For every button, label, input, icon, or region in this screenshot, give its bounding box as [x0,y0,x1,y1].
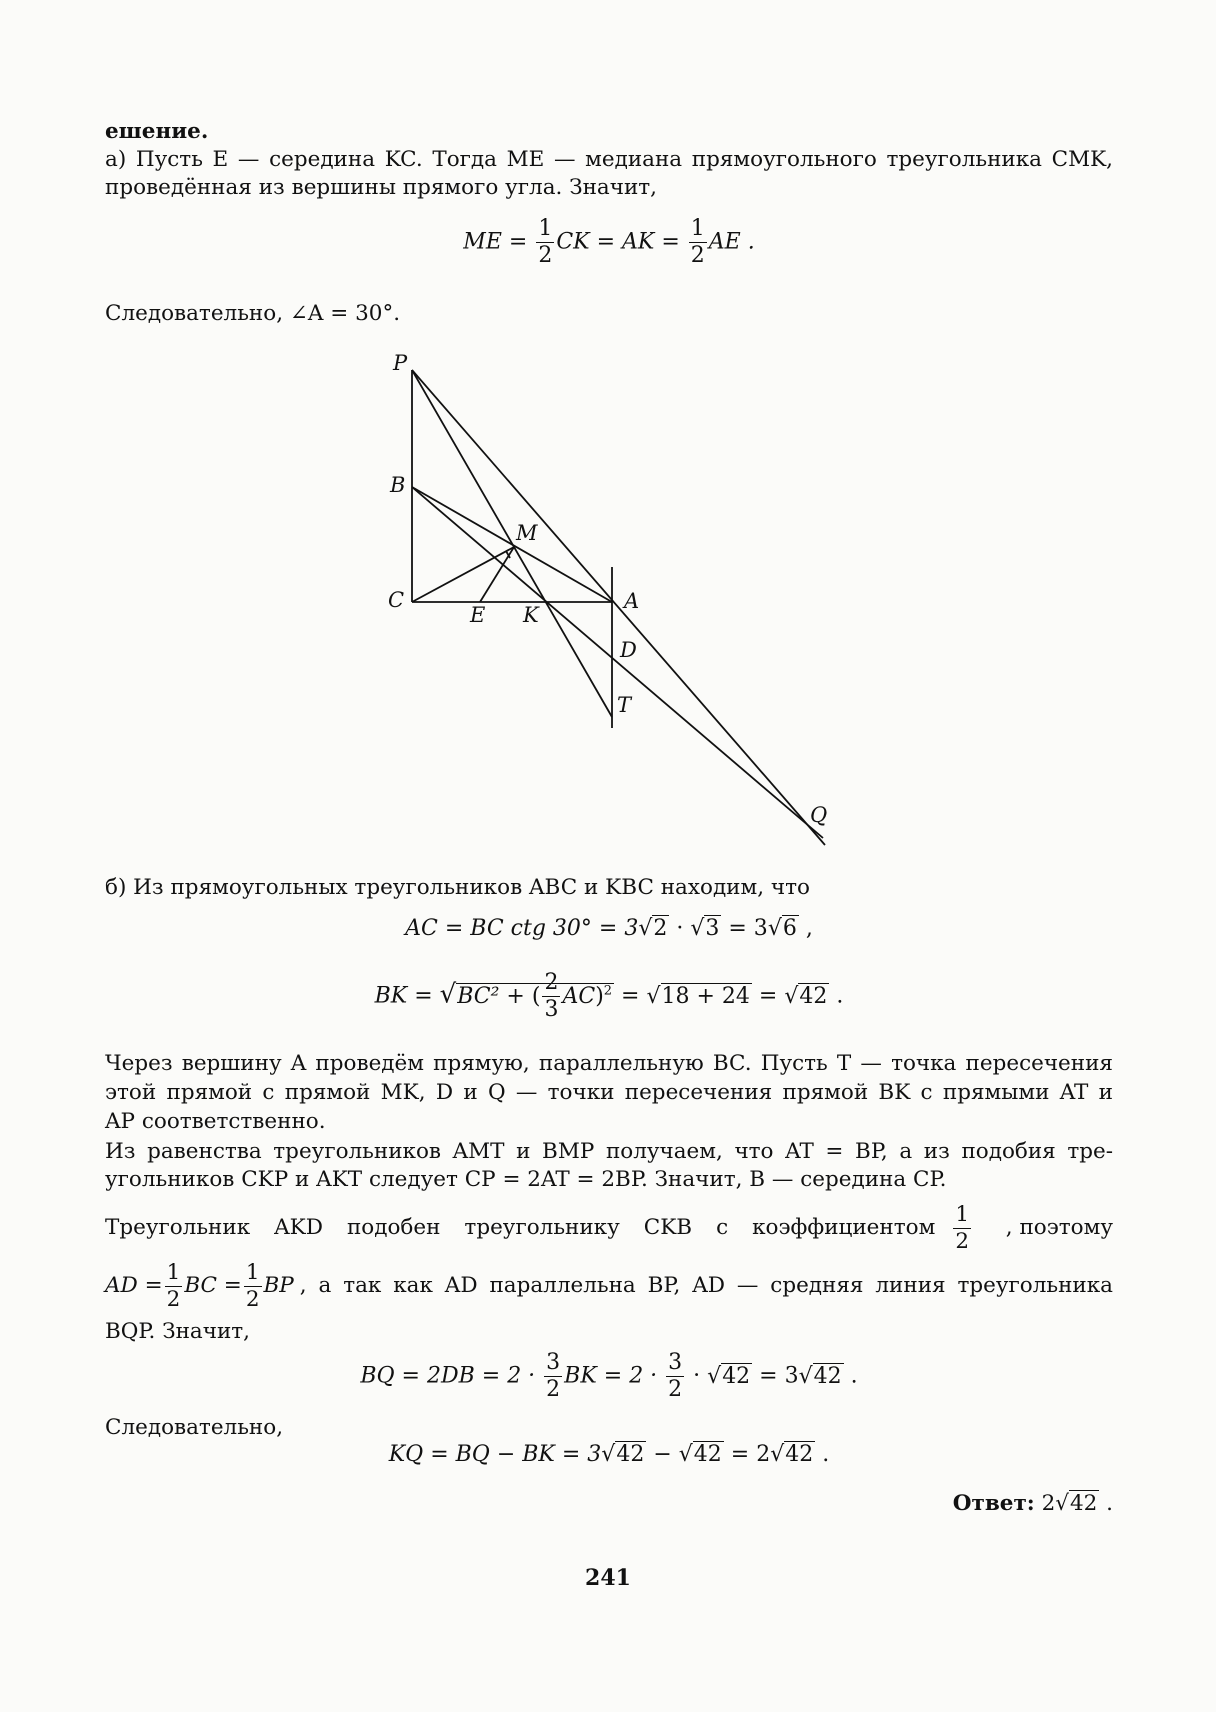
bc-label: BC = [184,1273,242,1298]
label-p: P [393,351,408,375]
fraction: $\frac{1}{2}$ [538,216,553,268]
label-c: C [388,588,405,612]
paragraph-5: BQP. Значит, [105,1319,251,1344]
segment-pt [412,370,612,717]
page-number: 241 [585,1565,631,1591]
paragraph-1-line-3: AP соответственно. [105,1109,326,1134]
paragraph-3-end: , поэтому [1005,1215,1113,1240]
sqrt: √42 [770,1442,814,1467]
label-e: E [470,603,486,627]
paragraph-4-rest: , а так как AD параллельна BP, AD — средняя линия треугольника [299,1273,1113,1298]
sqrt: √2 [638,916,668,941]
formula-bq-left: BQ = 2DB = 2 · [360,1363,543,1389]
sqrt: √42 [707,1363,751,1389]
sqrt: √42 [601,1442,645,1467]
sqrt: √42 [678,1442,722,1467]
formula-me: ME = $\frac{1}{2}$ CK = AK = $\frac{1}{2}$ AE . [463,216,755,268]
label-a: A [624,589,640,613]
formula-bk-left: BK = [374,983,440,1009]
formula-ac: AC = BC ctg 30° = 3√2 · √3 = 3√6 , [405,916,813,941]
bp-label: BP [263,1273,294,1298]
part-b-intro: б) Из прямоугольных треугольников ABC и KBC находим, что [105,875,810,900]
fraction: $\frac{2}{3}$ [544,970,559,1022]
fraction: $\frac{3}{2}$ [546,1350,561,1402]
sqrt: √42 [1055,1491,1098,1516]
paragraph-1-line-2: этой прямой с прямой MK, D и Q — точки пересечения прямой BK с прямыми AT и [105,1080,1113,1105]
answer-label: Ответ: [952,1491,1035,1516]
ad-label: AD = [105,1273,163,1298]
formula-bq: BQ = 2DB = 2 · $\frac{3}{2}$ BK = 2 · $\frac{3}{2}$ · √42 = 3√42 . [360,1350,858,1402]
formula-me-lhs: ME [463,229,502,255]
part-a-line-1: а) Пусть E — середина KC. Тогда ME — медиана прямоугольного треугольника CMK, [105,147,1113,172]
heading: ешение. [105,119,209,144]
paragraph-2-line-2: угольников CKP и AKT следует CP = 2AT = 2BP. Значит, B — середина CP. [105,1167,947,1192]
sqrt: √3 [690,916,720,941]
formula-bk: BK = √BC² + ( $\frac{2}{3}$ AC)$^2$ = √18 + 24 = √42 . [374,970,844,1022]
label-q: Q [810,803,828,827]
paragraph-3-text: Треугольник AKD подобен треугольнику CKB с коэффициентом [105,1215,936,1240]
formula-kq-left: KQ = BQ − BK = 3 [388,1442,602,1467]
label-d: D [620,638,637,662]
fraction: $\frac{3}{2}$ [668,1350,683,1402]
fraction-coefficient: $\frac{1}{2}$ [955,1202,969,1254]
fraction: $\frac{1}{2}$ [245,1260,260,1312]
segment-cm [412,547,514,602]
paragraph-1-line-1: Через вершину A проведём прямую, параллельную BC. Пусть T — точка пересечения [105,1051,1113,1076]
part-a-line-2: проведённая из вершины прямого угла. Значит, [105,175,658,200]
sqrt: √42 [784,983,828,1009]
part-b-conclusion: Следовательно, [105,1415,284,1440]
paragraph-2-line-1: Из равенства треугольников AMT и BMP получаем, что AT = BP, а из подобия тре- [105,1139,1113,1164]
paragraph-4 [105,1262,1113,1310]
formula-me-mid: CK = AK = [556,229,680,255]
part-a-conclusion: Следовательно, ∠A = 30°. [105,301,401,326]
answer: Ответ: 2√42 . [952,1491,1113,1516]
label-m: M [516,521,538,545]
fraction: $\frac{1}{2}$ [690,216,705,268]
label-k: K [523,603,539,627]
label-t: T [617,693,632,717]
sqrt: √6 [767,916,797,941]
sqrt-large: √BC² + ( $\frac{2}{3}$ AC)$^2$ [439,970,613,1022]
formula-kq: KQ = BQ − BK = 3√42 − √42 = 2√42 . [388,1442,830,1467]
sqrt: √18 + 24 [646,983,750,1009]
sqrt: √42 [798,1363,842,1389]
label-b: B [390,473,406,497]
paragraph-3 [105,1204,1113,1252]
formula-ac-left: AC = BC ctg 30° = 3 [405,916,639,941]
formula-me-end: AE . [708,229,755,255]
fraction: $\frac{1}{2}$ [166,1260,181,1312]
segment-bq [412,487,823,838]
answer-coef: 2 [1041,1491,1056,1516]
